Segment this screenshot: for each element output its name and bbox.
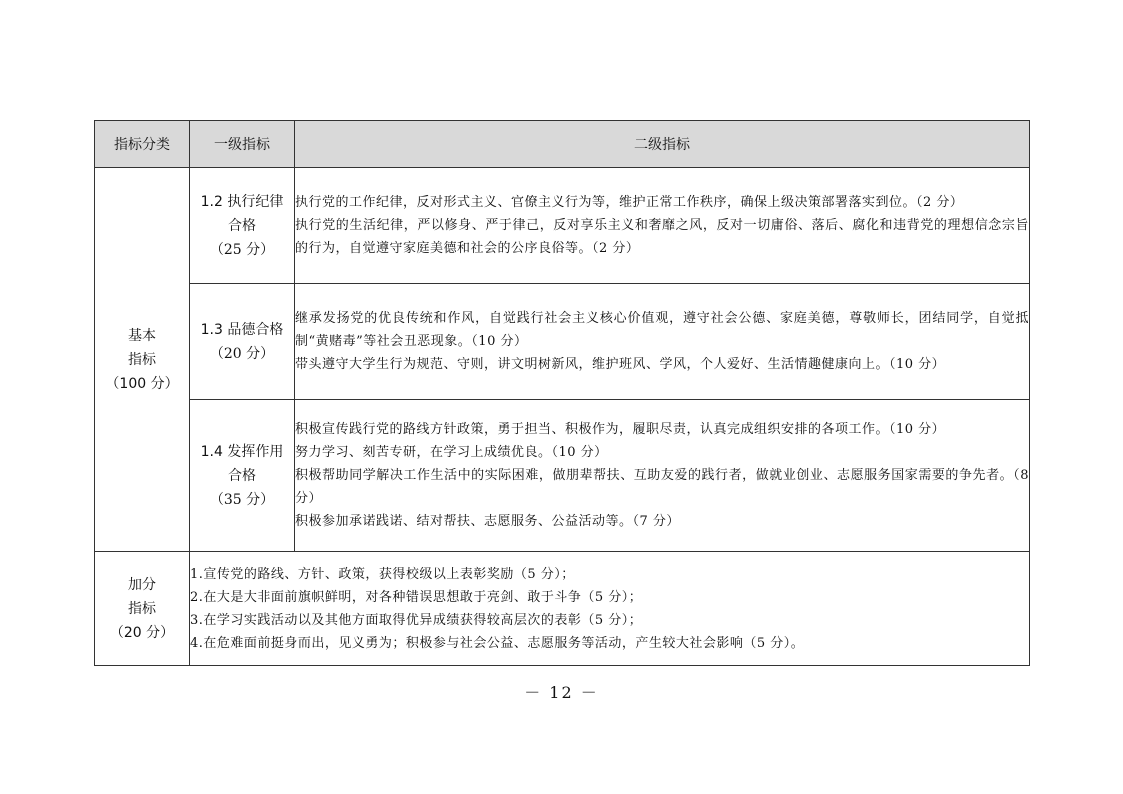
basic-category-cell bbox=[95, 168, 190, 552]
level2-item: 执行党的工作纪律，反对形式主义、官僚主义行为等，维护正常工作秩序，确保上级决策部署落实到位。（2 分） bbox=[295, 195, 964, 210]
category-points: （20 分） bbox=[109, 624, 175, 641]
level1-cell bbox=[190, 284, 295, 400]
level2-cell bbox=[295, 284, 1030, 400]
bonus-item: 4.在危难面前挺身而出，见义勇为；积极参与社会公益、志愿服务等活动，产生较大社会影响（5 分）。 bbox=[190, 635, 805, 651]
table-row bbox=[95, 400, 1030, 552]
header-level2: 二级指标 bbox=[295, 121, 1030, 168]
level1-label: 1.2 执行纪律 bbox=[200, 193, 284, 210]
bonus-category-cell bbox=[95, 552, 190, 666]
category-points: （100 分） bbox=[105, 375, 179, 392]
table-row bbox=[95, 552, 1030, 666]
level2-item: 积极宣传践行党的路线方针政策，勇于担当、积极作为，履职尽责，认真完成组织安排的各项工作。（10 分） bbox=[295, 422, 946, 437]
level2-item: 积极帮助同学解决工作生活中的实际困难，做朋辈帮扶、互助友爱的践行者，做就业创业、志愿服务国家需要的争先者。（8 分） bbox=[295, 468, 1029, 506]
category-label: 指标 bbox=[128, 351, 156, 368]
bonus-item: 1.宣传党的路线、方针、政策，获得校级以上表彰奖励（5 分）； bbox=[190, 566, 575, 582]
bonus-item: 3.在学习实践活动以及其他方面取得优异成绩获得较高层次的表彰（5 分）； bbox=[190, 612, 643, 628]
level2-item: 执行党的生活纪律，严以修身、严于律己，反对享乐主义和奢靡之风，反对一切庸俗、落后、腐化和违背党的理想信念宗旨的行为，自觉遵守家庭美德和社会的公序良俗等。（2 分） bbox=[295, 218, 1029, 256]
page-number: － 12 － bbox=[524, 683, 599, 702]
table-row bbox=[95, 284, 1030, 400]
level1-label: 1.3 品德合格 bbox=[200, 321, 284, 338]
level1-points: （35 分） bbox=[209, 491, 275, 508]
bonus-items-cell bbox=[190, 552, 1030, 666]
level1-points: （25 分） bbox=[209, 241, 275, 258]
level2-cell bbox=[295, 400, 1030, 552]
level2-item: 积极参加承诺践诺、结对帮扶、志愿服务、公益活动等。（7 分） bbox=[295, 514, 680, 529]
header-category: 指标分类 bbox=[95, 121, 190, 168]
header-row bbox=[95, 121, 1030, 168]
level1-cell bbox=[190, 400, 295, 552]
category-label: 加分 bbox=[128, 576, 156, 593]
level2-cell bbox=[295, 168, 1030, 284]
level2-item: 努力学习、刻苦专研，在学习上成绩优良。（10 分） bbox=[295, 445, 608, 460]
level2-item: 继承发扬党的优良传统和作风，自觉践行社会主义核心价值观，遵守社会公德、家庭美德，尊敬师长，团结同学，自觉抵制“黄赌毒”等社会丑恶现象。（10 分） bbox=[295, 311, 1029, 349]
evaluation-table bbox=[94, 120, 1030, 666]
level1-label: 1.4 发挥作用 bbox=[200, 443, 284, 460]
level1-cell bbox=[190, 168, 295, 284]
level1-points: （20 分） bbox=[209, 345, 275, 362]
category-label: 指标 bbox=[128, 600, 156, 617]
category-label: 基本 bbox=[128, 327, 156, 344]
level1-label: 合格 bbox=[228, 467, 256, 484]
level2-item: 带头遵守大学生行为规范、守则，讲文明树新风，维护班风、学风，个人爱好、生活情趣健康向上。（10 分） bbox=[295, 357, 946, 372]
bonus-item: 2.在大是大非面前旗帜鲜明，对各种错误思想敢于亮剑、敢于斗争（5 分）； bbox=[190, 589, 643, 605]
level1-label: 合格 bbox=[228, 217, 256, 234]
header-level1: 一级指标 bbox=[190, 121, 295, 168]
table-row bbox=[95, 168, 1030, 284]
